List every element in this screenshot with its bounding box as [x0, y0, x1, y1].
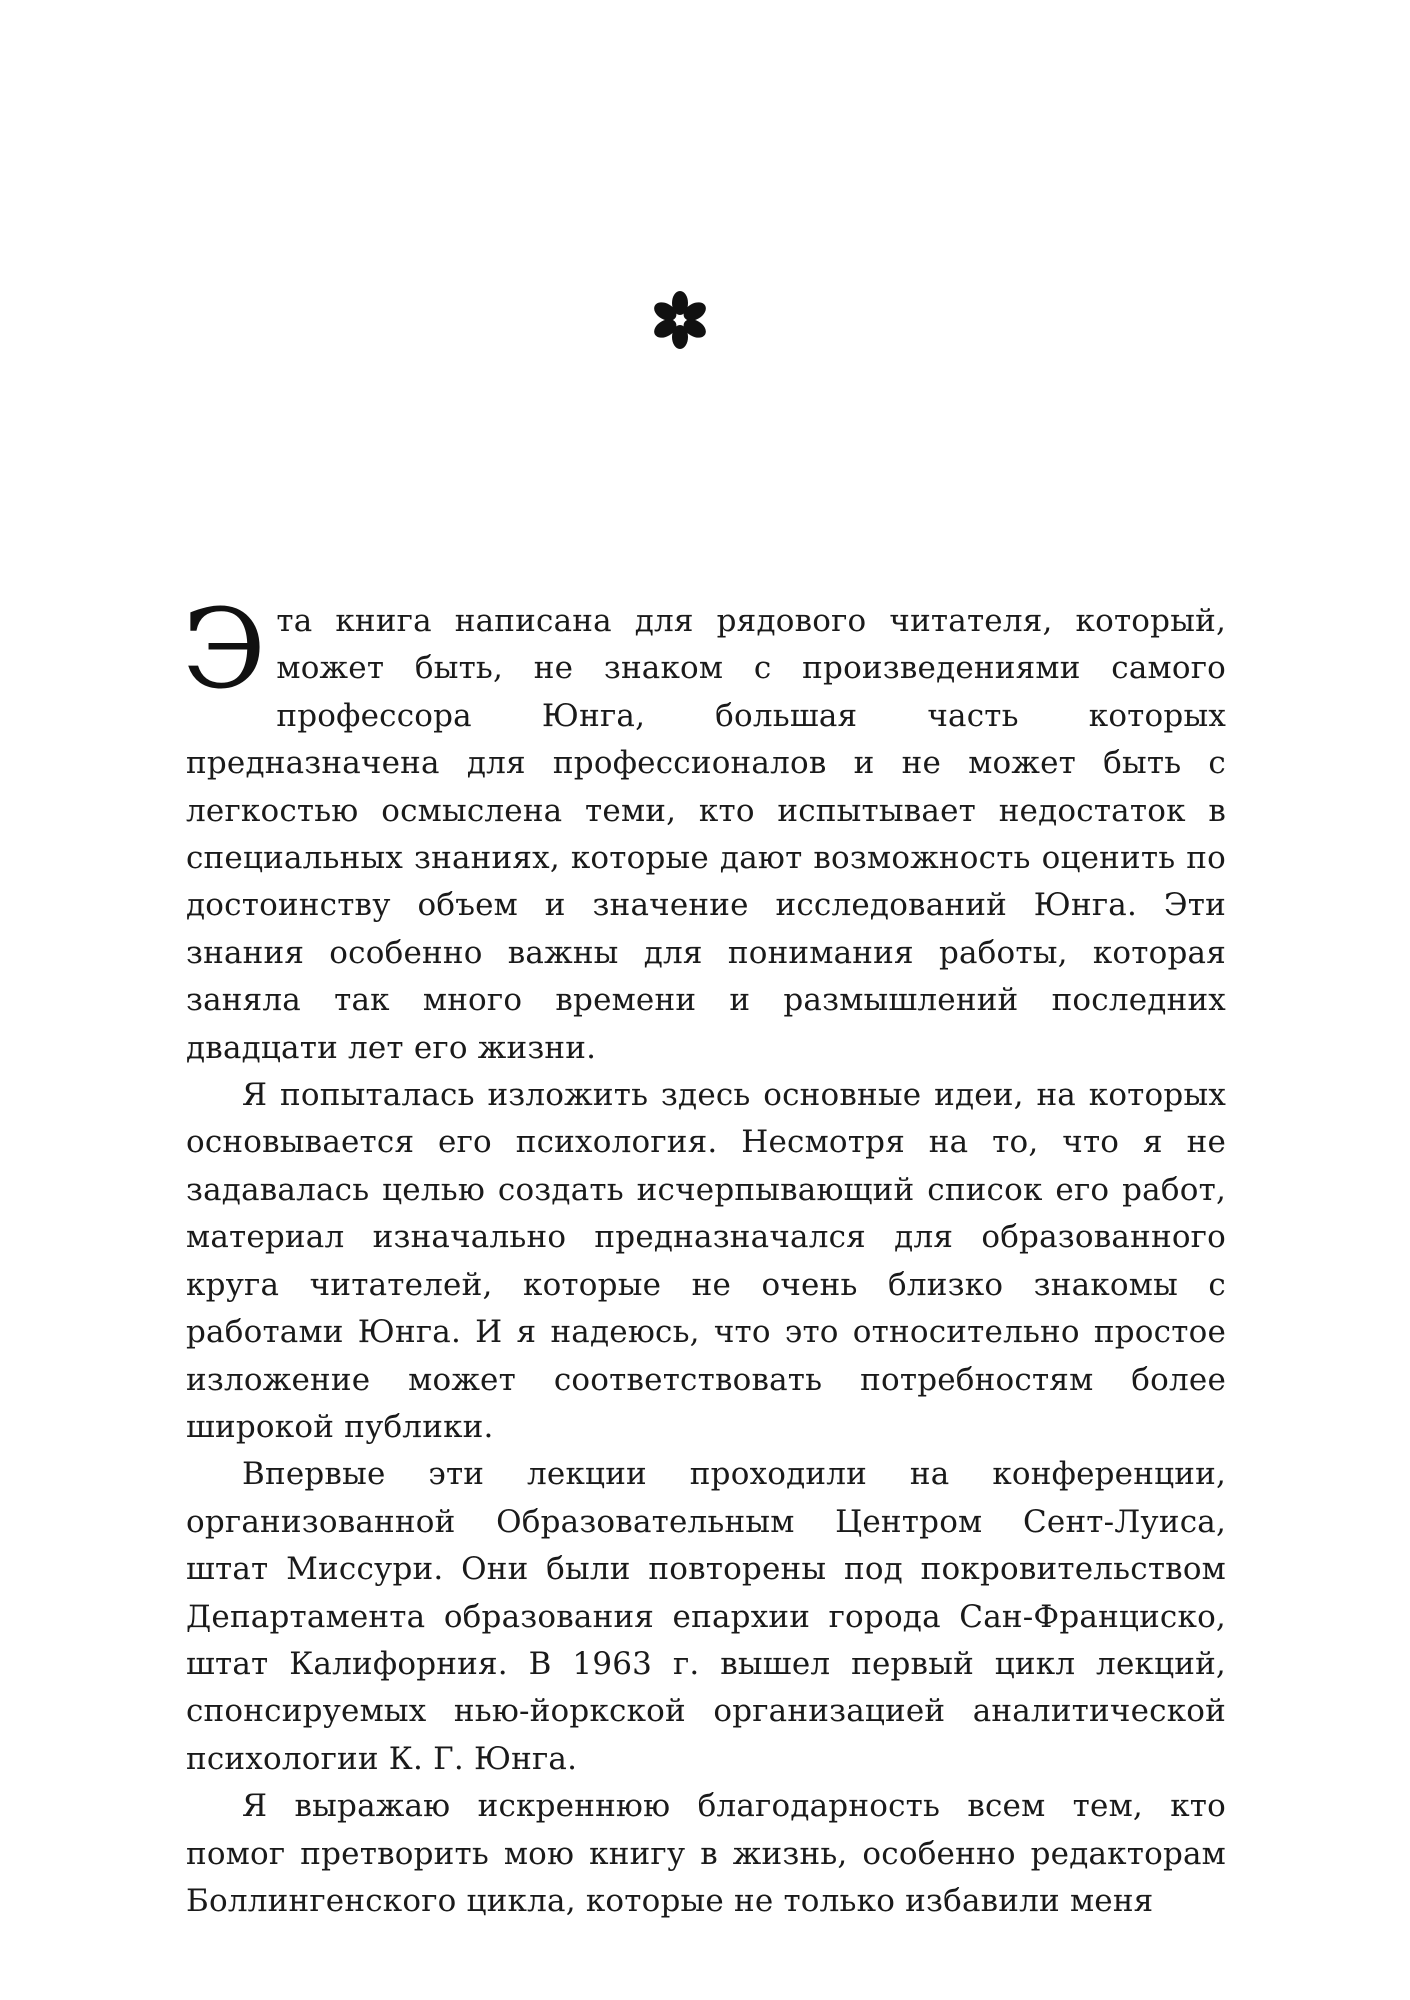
- main-text: [182, 585, 1226, 1925]
- paragraph-4: Я выражаю искреннюю благодарность всем тем, кто помог претворить мою книгу в жизнь, особенно редакторам Боллингенского цикла, которые не только избавили меня: [186, 1788, 1226, 1919]
- paragraph-3: Впервые эти лекции проходили на конференции, организованной Образовательным Центром Сент-Луиса, штат Миссури. Они были повторены под покровительством Департамента образования епархии города Сан-Франциско, штат Калифорния. В 1963 г. вышел первый цикл лекций, спонсируемых нью-йоркской организацией аналитической психологии К. Г. Юнга.: [186, 1456, 1226, 1777]
- paragraph-2: Я попыталась изложить здесь основные идеи, на которых основывается его психология. Несмотря на то, что я не задавалась целью создать исчерпывающий список его работ, материал изначально предназначался для образованного круга читателей, которые не очень близко знакомы с работами Юнга. И я надеюсь, что это относительно простое изложение может соответствовать потребностям более широкой публики.: [186, 1077, 1226, 1445]
- paragraph-1: [182, 585, 1226, 1072]
- paragraph-1-text: та книга написана для рядового читателя, который, может быть, не знаком с произведениями самого профессора Юнга, большая часть которых предназначена для профессионалов и не может быть с легкостью осмыслена теми, кто испытывает недостаток в специальных знаниях, которые дают возможность оценить по достоинству объем и значение исследований Юнга. Эти знания особенно важны для понимания работы, которая заняла так много времени и размышлений последних двадцати лет его жизни.: [186, 603, 1226, 1066]
- flower-ornament-icon: [650, 290, 710, 350]
- drop-cap: Э: [182, 585, 267, 713]
